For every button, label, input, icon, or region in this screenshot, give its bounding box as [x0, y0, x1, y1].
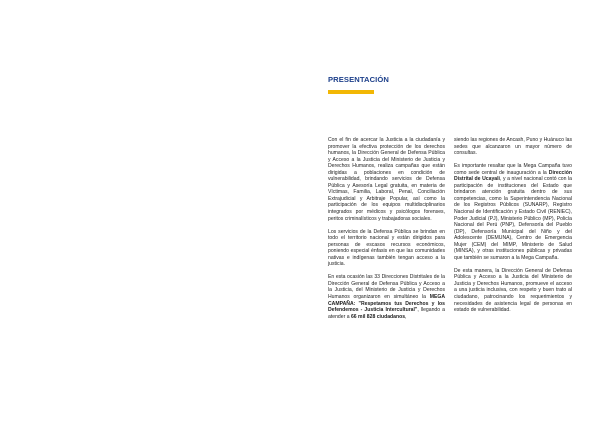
citizens-count: 66 mil 828 ciudadanos: [350, 313, 406, 320]
paragraph-2: Los servicios de la Defensa Pública se brindan en todo el territorio nacional y están dirigidos para personas de escasos recursos económicos, poniendo especial énfasis en que las comunidades nativas e indígenas también tengan acceso a la justicia.: [328, 228, 445, 268]
paragraph-3-part-a: En esta ocasión las 33 Direcciones Distritales de la Dirección General de Defensa Pública y Acceso a la Justicia, del Ministerio de Justicia y Derechos Humanos organizaron en simultáneo la: [328, 274, 445, 301]
heading-accent-bar: [328, 90, 374, 94]
paragraph-3-part-c: , llegando a atender a: [328, 307, 445, 320]
page-title: PRESENTACIÓN: [328, 75, 389, 84]
ucayali-directorate: Dirección Distrital de Ucayali: [454, 169, 572, 183]
paragraph-5-part-c: , y a nivel nacional contó con la participación de instituciones del Estado que brindaron atención gratuita dentro de sus competencias, como la Superintendencia Nacional de los Registros Públicos (SUNARP), Registro Nacional de Identificación y Estado Civil (RENIEC), Poder Judicial (PJ), Ministerio Público (MP), Policía Nacional del Perú (PNP), Defensoría del Pueblo (DP), Defensoría Municipal del Niño y del Adolescente (DEMUNA), Centro de Emergencia Mujer (CEM) del MIMP, Ministerio de Salud (MINSA), y otras instituciones públicas y privadas que también se sumaron a la Mega Campaña.: [454, 176, 572, 261]
right-column: [454, 137, 572, 320]
campaign-name: MEGA CAMPAÑA: "Respetamos tus Derechos y los Defendemos - Justicia Intercultural": [328, 294, 445, 314]
left-column: [328, 137, 445, 327]
paragraph-5: [454, 163, 572, 261]
paragraph-1: Con el fin de acercar la Justicia a la ciudadanía y promover la efectiva protección de los derechos humanos, la Dirección General de Defensa Pública y Acceso a la Justicia del Ministerio de Justicia y Derechos Humanos, realiza campañas que están dirigidas a poblaciones en condición de vulnerabilidad, brindando servicios de Defensa Pública y Asesoría Legal gratuita, en materia de Víctimas, Familia, Laboral, Penal, Conciliación Extrajudicial y Arbitraje Popular, así como la participación de los equipos multidisciplinarios integrados por médicos y psicólogos forenses, peritos criminalísticos y trabajadoras sociales.: [328, 137, 445, 222]
paragraph-3-part-e: ,: [405, 313, 407, 320]
paragraph-4: siendo las regiones de Ancash, Puno y Huánuco las sedes que alcanzaron un mayor número de consultas.: [454, 137, 572, 157]
paragraph-3: [328, 274, 445, 320]
paragraph-5-part-a: Es importante resaltar que la Mega Campaña tuvo como sede central de inauguración a la: [454, 163, 572, 176]
paragraph-6: De esta manera, la Dirección General de Defensa Pública y Acceso a la Justicia del Ministerio de Justicia y Derechos Humanos, promueve el acceso a una justicia inclusiva, con respeto y buen trato al ciudadano, patrocinando los requerimientos y necesidades de asistencia legal de personas en estado de vulnerabilidad.: [454, 267, 572, 314]
